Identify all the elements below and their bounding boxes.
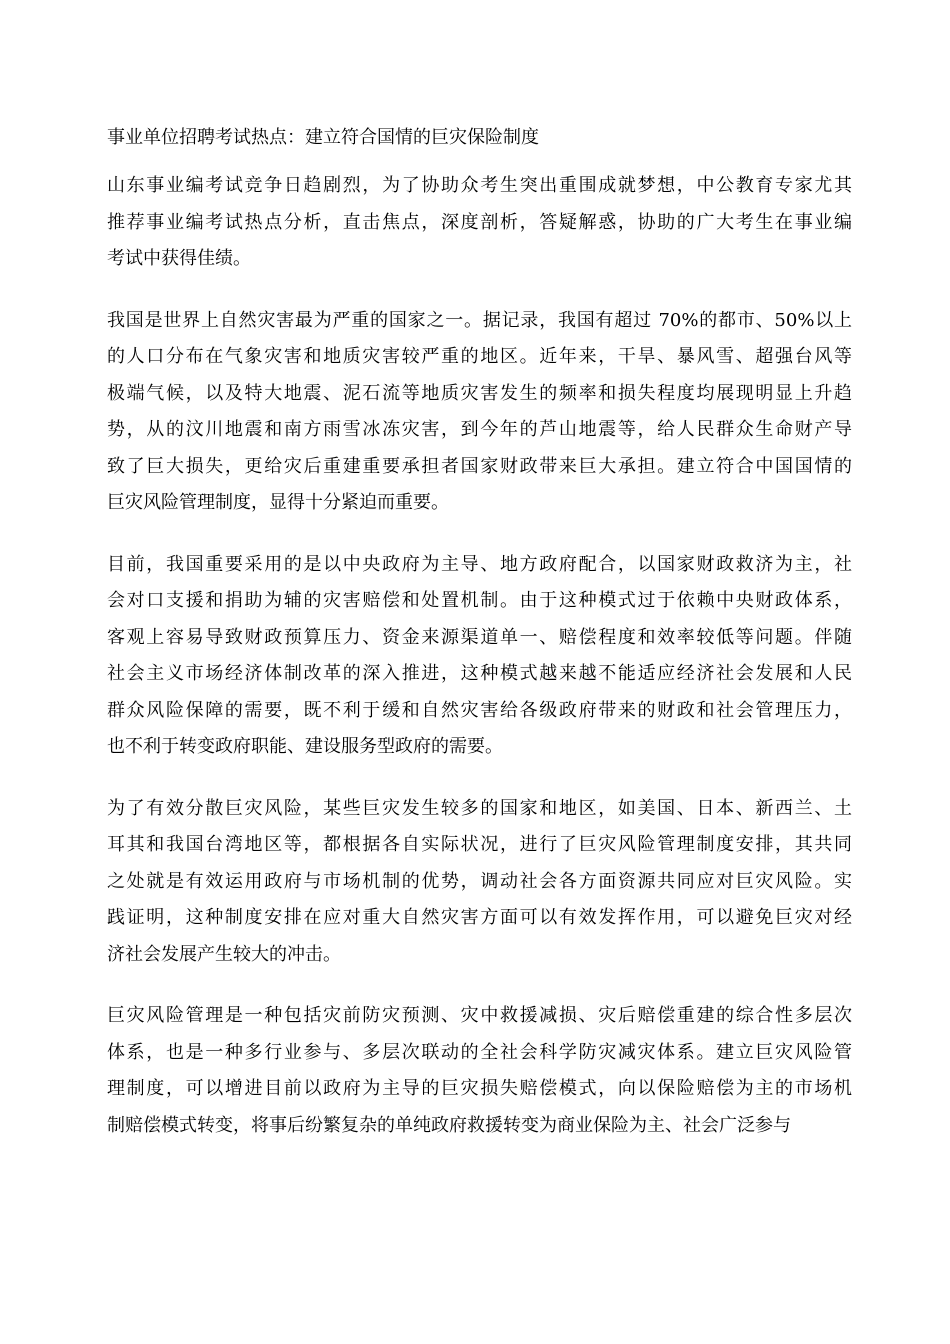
paragraph bbox=[107, 791, 852, 974]
document-body bbox=[107, 168, 852, 1144]
document-page bbox=[107, 124, 852, 1169]
paragraph-line: 社会主义市场经济体制改革的深入推进，这种模式越来越不能适应经济社会发展和人民 bbox=[107, 663, 852, 684]
paragraph-line: 为了有效分散巨灾风险，某些巨灾发生较多的国家和地区，如美国、日本、新西兰、土 bbox=[107, 797, 852, 819]
paragraph-line: 践证明，这种制度安排在应对重大自然灾害方面可以有效发挥作用，可以避免巨灾对经 bbox=[107, 907, 852, 928]
document-title: 事业单位招聘考试热点：建立符合国情的巨灾保险制度 bbox=[107, 127, 539, 148]
paragraph-line: 致了巨大损失，更给灾后重建重要承担者国家财政带来巨大承担。建立符合中国国情的 bbox=[107, 455, 852, 477]
paragraph-line: 济社会发展产生较大的冲击。 bbox=[107, 943, 341, 965]
paragraph bbox=[107, 547, 852, 766]
paragraph-line: 的人口分布在气象灾害和地质灾害较严重的地区。近年来，干旱、暴风雪、超强台风等 bbox=[107, 346, 852, 367]
paragraph bbox=[107, 168, 852, 278]
paragraph-line: 目前，我国重要采用的是以中央政府为主导、地方政府配合，以国家财政救济为主，社 bbox=[107, 553, 852, 575]
paragraph-line: 体系，也是一种多行业参与、多层次联动的全社会科学防灾减灾体系。建立巨灾风险管 bbox=[107, 1041, 852, 1063]
paragraph-line: 山东事业编考试竞争日趋剧烈，为了协助众考生突出重围成就梦想，中公教育专家尤其 bbox=[107, 175, 852, 196]
paragraph-line: 势，从的汶川地震和南方雨雪冰冻灾害，到今年的芦山地震等，给人民群众生命财产导 bbox=[107, 419, 852, 440]
paragraph-line: 群众风险保障的需要，既不利于缓和自然灾害给各级政府带来的财政和社会管理压力， bbox=[107, 699, 852, 721]
paragraph-line: 之处就是有效运用政府与市场机制的优势，调动社会各方面资源共同应对巨灾风险。实 bbox=[107, 870, 852, 892]
paragraph-line: 我国是世界上自然灾害最为严重的国家之一。据记录，我国有超过 70%的都市、50%以上 bbox=[107, 309, 852, 331]
paragraph-line: 耳其和我国台湾地区等，都根据各自实际状况，进行了巨灾风险管理制度安排，其共同 bbox=[107, 834, 852, 855]
paragraph-line: 理制度，可以增进目前以政府为主导的巨灾损失赔偿模式，向以保险赔偿为主的市场机 bbox=[107, 1078, 852, 1099]
paragraph bbox=[107, 998, 852, 1144]
paragraph-line: 考试中获得佳绩。 bbox=[107, 248, 251, 269]
paragraph-line: 极端气候，以及特大地震、泥石流等地质灾害发生的频率和损失程度均展现明显上升趋 bbox=[107, 382, 852, 404]
paragraph bbox=[107, 303, 852, 522]
paragraph-line: 巨灾风险管理制度，显得十分紧迫而重要。 bbox=[107, 492, 449, 513]
paragraph-line: 推荐事业编考试热点分析，直击焦点，深度剖析，答疑解惑，协助的广大考生在事业编 bbox=[107, 211, 852, 233]
paragraph-line: 巨灾风险管理是一种包括灾前防灾预测、灾中救援减损、灾后赔偿重建的综合性多层次 bbox=[107, 1005, 852, 1026]
paragraph-line: 也不利于转变政府职能、建设服务型政府的需要。 bbox=[107, 736, 503, 757]
paragraph-line: 客观上容易导致财政预算压力、资金来源渠道单一、赔偿程度和效率较低等问题。伴随 bbox=[107, 626, 852, 648]
paragraph-line: 制赔偿模式转变，将事后纷繁复杂的单纯政府救援转变为商业保险为主、社会广泛参与 bbox=[107, 1114, 791, 1136]
paragraph-line: 会对口支援和捐助为辅的灾害赔偿和处置机制。由于这种模式过于依赖中央财政体系， bbox=[107, 590, 852, 611]
